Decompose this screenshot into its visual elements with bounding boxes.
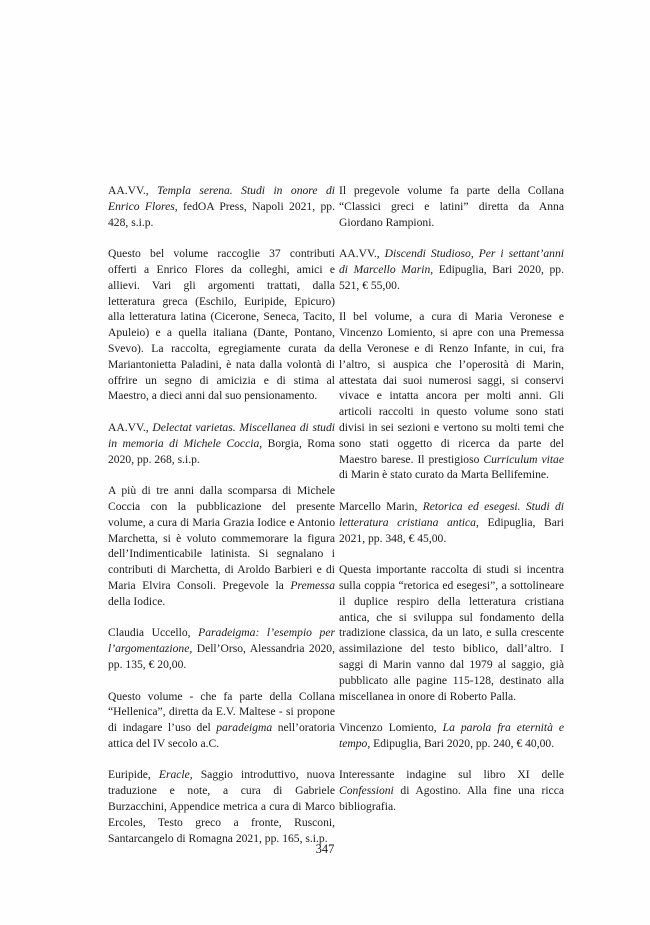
italic-text: Eracle	[158, 768, 190, 782]
italic-text: La parola fra eternità e tempo	[339, 721, 564, 750]
entry-description	[339, 309, 564, 483]
italic-text: Premessa	[290, 578, 335, 592]
entry-description	[339, 183, 564, 230]
text: , Edipuglia, Bari 2020, pp. 240, € 40,00.	[367, 736, 555, 750]
bibliographic-entry	[108, 625, 335, 672]
bibliographic-entry	[339, 720, 564, 752]
bibliographic-entry	[108, 183, 335, 230]
text: Vincenzo Lomiento,	[339, 721, 443, 735]
text: , fedOA Press, Napoli 2021, pp. 428, s.i.p.	[108, 199, 335, 229]
text: , Saggio introduttivo, nuova traduzione e note, a cura di Gabriele Burzacchini, Appendice metrica a cura di Marco Ercoles, Testo greco a fronte, Rusconi, Santarcangelo di Romagna 2021, pp. 165, s.i.p.	[108, 768, 336, 845]
right-column	[339, 183, 564, 831]
text: della Iodice.	[108, 594, 166, 608]
entry-description	[108, 483, 335, 609]
entry-description	[339, 767, 564, 814]
text: Questo bel volume raccoglie 37 contributi offerti a Enrico Flores da colleghi, amici e allievi. Vari gli argomenti trattati, dalla letteratura greca (Eschilo, Euripide, Epicuro) alla letteratura latina (Cicerone, Seneca, Tacito, Apuleio) e a quella italiana (Dante, Pontano, Svevo). La raccolta, egregiamente curata da Mariantonietta Paladini, è nata dalla volontà di offrire un segno di amicizia e di stima al Maestro, a dieci anni dal suo pensionamento.	[108, 247, 335, 403]
page-number: 347	[315, 842, 335, 856]
text: AA.VV.,	[108, 184, 158, 197]
text: Questo volume - che fa parte della Collana “Hellenica”, diretta da E.V. Maltese - si propone di indagare l’uso del	[108, 689, 335, 735]
entry-description	[108, 246, 335, 404]
text: Questa importante raccolta di studi si incentra sulla coppia “retorica ed esegesi”, a sottolineare il duplice respiro della letteratura cristiana antica, che si sviluppa sul fondamento della tradizione classica, da un lato, e sulla crescente assimilazione del testo biblico, dall’altro. I saggi di Marin vanno dal 1979 al saggio, già pubblicato alle pagine 115-128, destinato alla miscellanea in onore di Roberto Palla.	[339, 563, 564, 703]
text: Il pregevole volume fa parte della Collana “Classici greci e latini” diretta da Anna Giordano Rampioni.	[339, 184, 564, 229]
bibliographic-entry	[339, 499, 564, 546]
text: Euripide,	[108, 768, 159, 782]
text: AA.VV.,	[339, 247, 385, 261]
left-column	[108, 183, 335, 862]
italic-text: Templa serena. Studi in onore di Enrico Flores	[108, 184, 336, 213]
bibliographic-entry	[108, 767, 335, 846]
text: , Borgia, Roma 2020, pp. 268, s.i.p.	[108, 436, 335, 466]
text: Interessante indagine sul libro XI delle	[339, 768, 564, 782]
italic-text: Retorica ed esegesi. Studi di letteratura cristiana antica	[339, 499, 564, 529]
italic-text: Per i settant’anni di Marcello Marin,	[339, 247, 564, 276]
text: nell’oratoria attica del IV secolo a.C.	[108, 721, 336, 750]
text: Marcello Marin,	[339, 499, 423, 513]
bibliographic-entry	[339, 246, 564, 293]
text: AA.VV.,	[108, 420, 153, 434]
text: Edipuglia, Bari 2020, pp. 521, € 55,00.	[339, 262, 564, 292]
entry-description	[108, 689, 335, 752]
text: ,	[470, 247, 479, 261]
bibliographic-entry	[108, 420, 335, 467]
text: Claudia Uccello,	[108, 626, 199, 640]
italic-text: Curriculum vitae	[483, 452, 564, 466]
text: , Edipuglia, Bari 2021, pp. 348, € 45,00.	[339, 515, 565, 545]
text: di Marin è stato curato da Marta Bellifemine.	[339, 468, 549, 482]
text: Il bel volume, a cura di Maria Veronese e Vincenzo Lomiento, si apre con una Premessa della Veronese e di Renzo Infante, in cui, fra l’altro, si auspica che l’operosità di Marin, attestata dai suoi numerosi saggi, si conservi vivace e intatta ancora per molti anni. Gli articoli raccolti in questo volume sono stati divisi in sei sezioni e vertono su molti temi che sono stati oggetto di ricerca da parte del Maestro barese. Il prestigioso	[339, 310, 564, 466]
entry-description	[339, 562, 564, 704]
italic-text: Paradeigma: l’esempio per l’argomentazione,	[108, 626, 335, 656]
text: A più di tre anni dalla scomparsa di Michele Coccia con la pubblicazione del presente volume, a cura di Maria Grazia Iodice e Antonio Marchetta, si è voluto commemorare la figura dell’Indimenticabile latinista. Si segnalano i contributi di Marchetta, di Aroldo Barbieri e di Maria Elvira Consoli. Pregevole la	[108, 484, 335, 592]
italic-text: paradeigma	[216, 721, 273, 735]
text: di Agostino. Alla fine una ricca bibliografia.	[339, 784, 564, 814]
italic-text: Confessioni	[339, 784, 394, 798]
text: Dell’Orso, Alessandria 2020, pp. 135, € 20,00.	[108, 642, 335, 671]
italic-text: Delectat varietas. Miscellanea di studi in memoria di Michele Coccia	[108, 420, 335, 450]
italic-text: Discendi Studioso	[384, 247, 471, 261]
